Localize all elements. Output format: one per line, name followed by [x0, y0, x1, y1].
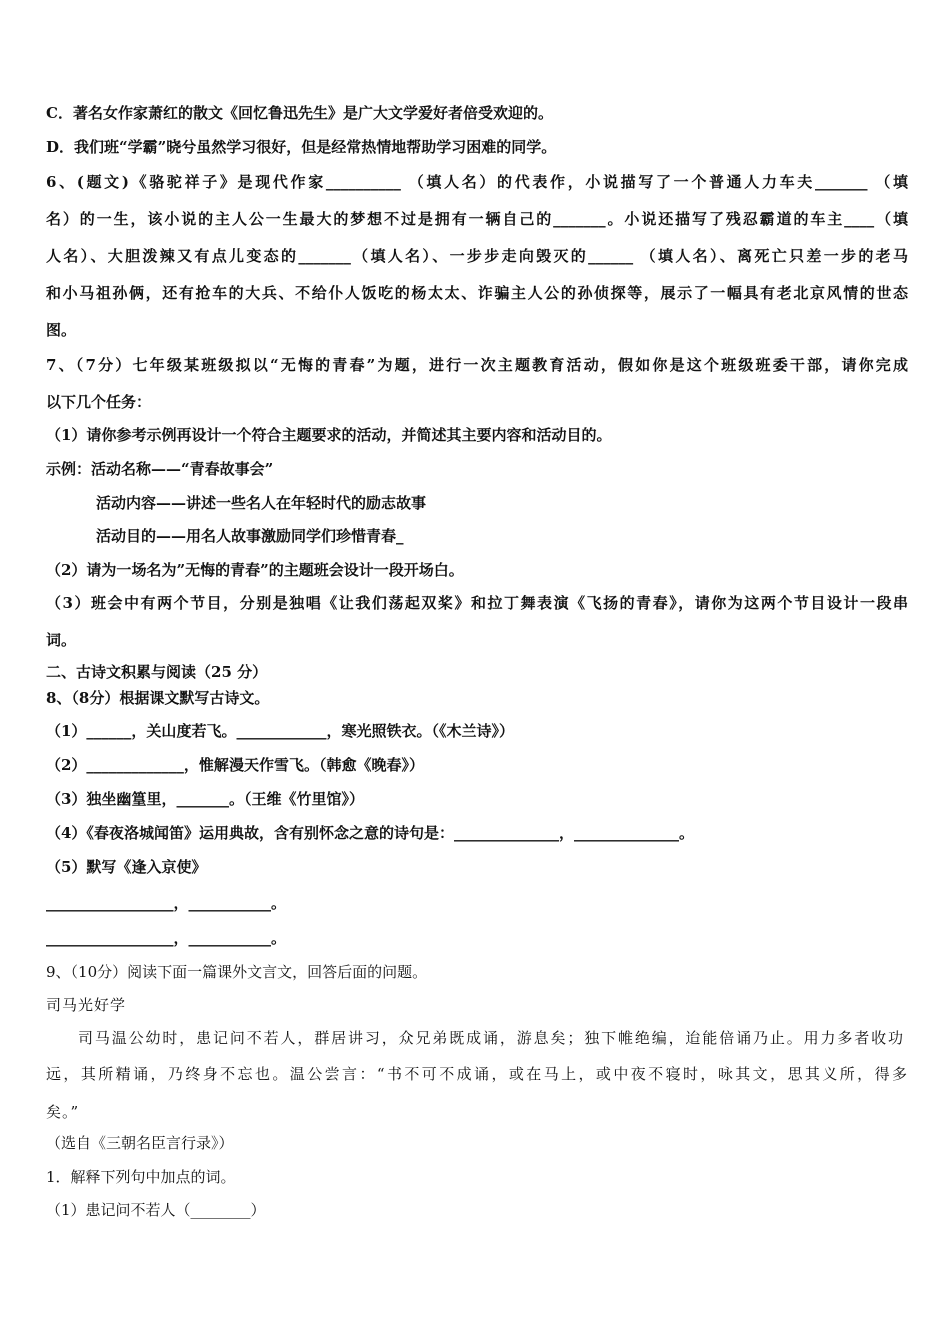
q7-task-2: （2）请为一场名为”无悔的青春”的主题班会设计一段开场白。 [46, 561, 464, 579]
q8-item-2: （2）_____________，惟解漫天作雪飞。（韩愈《晚春》） [46, 756, 424, 774]
section-heading: 二、古诗文积累与阅读（25 分） [46, 663, 268, 681]
q7-line-1: 7、（7分）七年级某班级拟以“无悔的青春”为题，进行一次主题教育活动，假如你是这个班级班委干部，请你完成 [46, 356, 908, 374]
q6-line-5: 图。 [46, 321, 77, 339]
q8-item-3: （3）独坐幽篁里，_______。（王维《竹里馆》） [46, 790, 364, 808]
q8-item-4: （4）《春夜洛城闻笛》运用典故，含有别怀念之意的诗句是：______________，______________。 [46, 824, 694, 842]
q8-blank-line-2: _________________，___________。 [46, 929, 287, 947]
q8-item-1: （1）______，关山度若飞。____________，寒光照铁衣。（《木兰诗》） [46, 722, 514, 740]
q6-line-4: 和小马祖孙俩，还有抢车的大兵、不给仆人饭吃的杨太太、诈骗主人公的孙侦探等，展示了一幅具有老北京风情的世态 [46, 284, 908, 302]
q8-item-5: （5）默写《逢入京使》 [46, 858, 207, 876]
q8-blank-line-1: _________________，___________。 [46, 894, 287, 912]
passage-title: 司马光好学 [46, 996, 127, 1014]
q9-sub-1: 1．解释下列句中加点的词。 [46, 1168, 236, 1186]
q8-heading: 8、（8分）根据课文默写古诗文。 [46, 689, 270, 707]
option-c: C．著名女作家萧红的散文《回忆鲁迅先生》是广大文学爱好者倍受欢迎的。 [46, 104, 553, 122]
q7-line-2: 以下几个任务： [46, 393, 152, 411]
passage-line-2: 远，其所精诵，乃终身不忘也。温公尝言：“书不可不成诵，或在马上，或中夜不寝时，咏其文，思其义所，得多 [46, 1065, 908, 1083]
q7-task-3-line-2: 词。 [46, 631, 77, 649]
q6-line-3: 人名）、大胆泼辣又有点儿变态的_______（填人名）、一步步走向毁灭的______ （填人名）、离死亡只差一步的老马 [46, 247, 908, 265]
passage-line-3: 矣。” [46, 1103, 80, 1121]
example-name: 示例：活动名称——“青春故事会” [46, 460, 274, 478]
q6-line-1: 6、(题文)《骆驼祥子》是现代作家__________ （填人名）的代表作，小说描写了一个普通人力车夫_______ （填 [46, 173, 908, 191]
option-d: D．我们班“学霸”晓兮虽然学习很好，但是经常热情地帮助学习困难的同学。 [46, 138, 557, 156]
q7-task-3-line-1: （3）班会中有两个节目，分别是独唱《让我们荡起双桨》和拉丁舞表演《飞扬的青春》，请你为这两个节目设计一段串 [46, 594, 908, 612]
q6-line-2: 名）的一生，该小说的主人公一生最大的梦想不过是拥有一辆自己的_______。小说还描写了残忍霸道的车主____（填 [46, 210, 908, 228]
passage-source: （选自《三朝名臣言行录》） [46, 1134, 234, 1152]
q9-sub-1-item-1: （1）患记问不若人（________） [46, 1201, 266, 1219]
example-content: 活动内容——讲述一些名人在年轻时代的励志故事 [96, 494, 427, 512]
example-purpose: 活动目的——用名人故事激励同学们珍惜青春_ [96, 527, 404, 545]
q7-task-1: （1）请你参考示例再设计一个符合主题要求的活动，并简述其主要内容和活动目的。 [46, 426, 612, 444]
q9-heading: 9、（10分）阅读下面一篇课外文言文，回答后面的问题。 [46, 963, 428, 981]
passage-line-1: 司马温公幼时，患记问不若人，群居讲习，众兄弟既成诵，游息矣；独下帷绝编，迨能倍诵乃止。用力多者收功 [78, 1029, 904, 1047]
